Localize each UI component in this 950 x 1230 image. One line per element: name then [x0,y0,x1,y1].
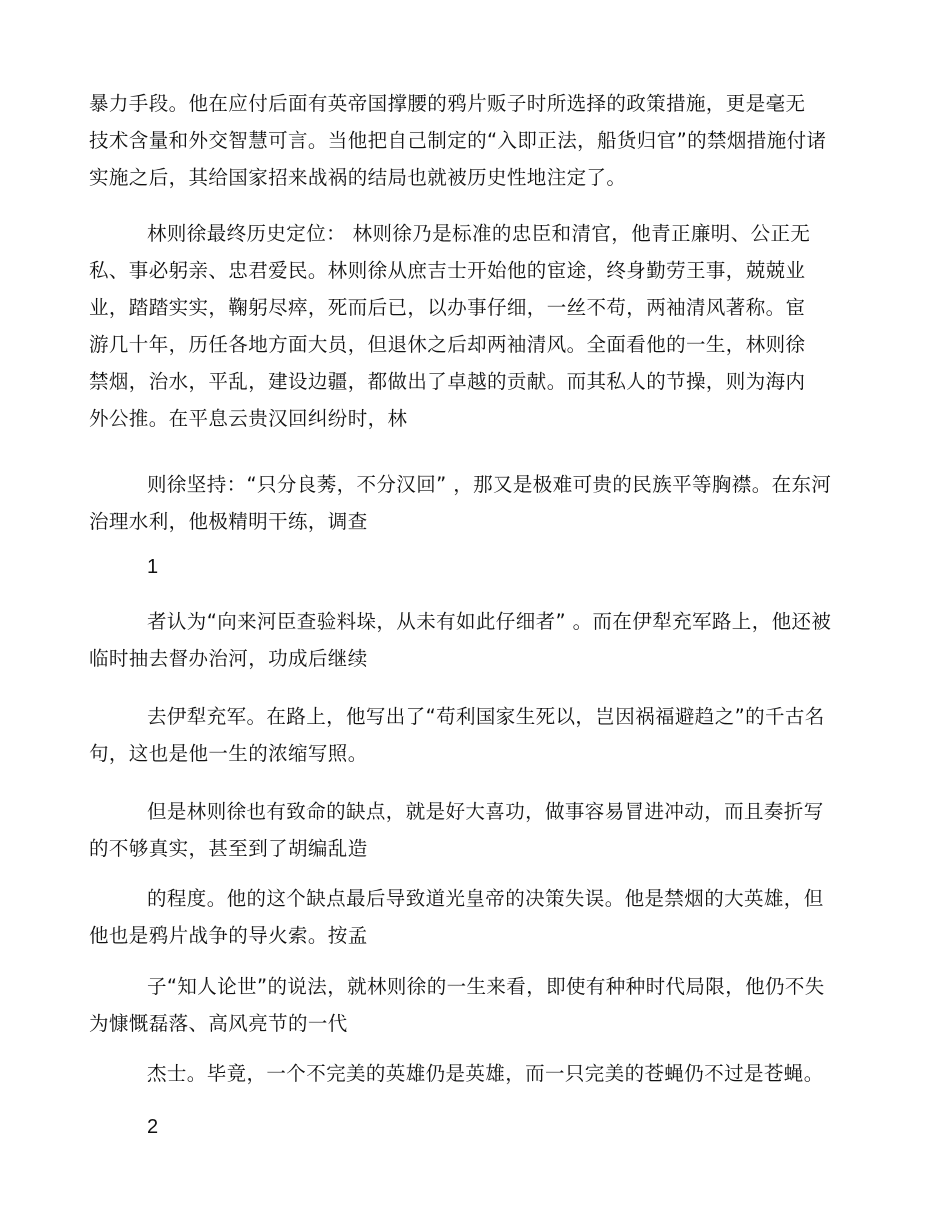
paragraph-opening: 暴力手段。他在应付后面有英帝国撑腰的鸦片贩子时所选择的政策措施，更是毫无 技术含量和外交智慧可言。当他把自己制定的“入即正法，船货归官”的禁烟措施付诸 实施之后，其给国家招来战祸的结局也就被历史性地注定了。 [89,92,827,189]
paragraph-shortcomings: 但是林则徐也有致命的缺点，就是好大喜功，做事容易冒进冲动，而且奏折写 的不够真实，甚至到了胡编乱造 [89,800,824,860]
paragraph-historical-assessment: 林则徐最终历史定位： 林则徐乃是标准的忠臣和清官，他青正廉明、公正无 私、事必躬亲、忠君爱民。林则徐从庶吉士开始他的宦途，终身勤劳王事，兢兢业 业，踏踏实实，鞠躬尽瘁，死而后已，以办事仔细，一丝不苟，两袖清风著称。宦 游几十年，历任各地方面大员，但退休之后却两袖清风。全面看他的一生，林则徐 禁烟，治水，平乱，建设边疆，都做出了卓越的贡献。而其私人的节操，则为海内 外公推。在平息云贵汉回纠纷时，林 [89,222,811,430]
paragraph-conclusion: 杰士。毕竟，一个不完美的英雄仍是英雄，而一只完美的苍蝇仍不过是苍蝇。 [147,1062,824,1085]
page-number: 1 [147,556,159,578]
paragraph-opium-war-fuse: 的程度。他的这个缺点最后导致道光皇帝的决策失误。他是禁烟的大英雄，但 他也是鸦片战争的导火索。按孟 [89,887,824,947]
paragraph-ethnic-equality: 则徐坚持：“只分良莠，不分汉回” ，那又是极难可贵的民族平等胸襟。在东河 治理水利，他极精明干练，调查 [89,473,832,533]
paragraph-mencius-view: 子“知人论世”的说法，就林则徐的一生来看，即使有种种时代局限，他仍不失 为慷慨磊落、高风亮节的一代 [89,975,825,1035]
paragraph-famous-verse: 去伊犁充军。在路上，他写出了“苟利国家生死以，岂因祸福避趋之”的千古名 句，这也是他一生的浓缩写照。 [89,705,825,765]
page-number: 2 [147,1116,159,1138]
paragraph-river-inspection: 者认为“向来河臣查验料垛，从未有如此仔细者” 。而在伊犁充军路上，他还被 临时抽去督办治河，功成后继续 [89,610,832,670]
